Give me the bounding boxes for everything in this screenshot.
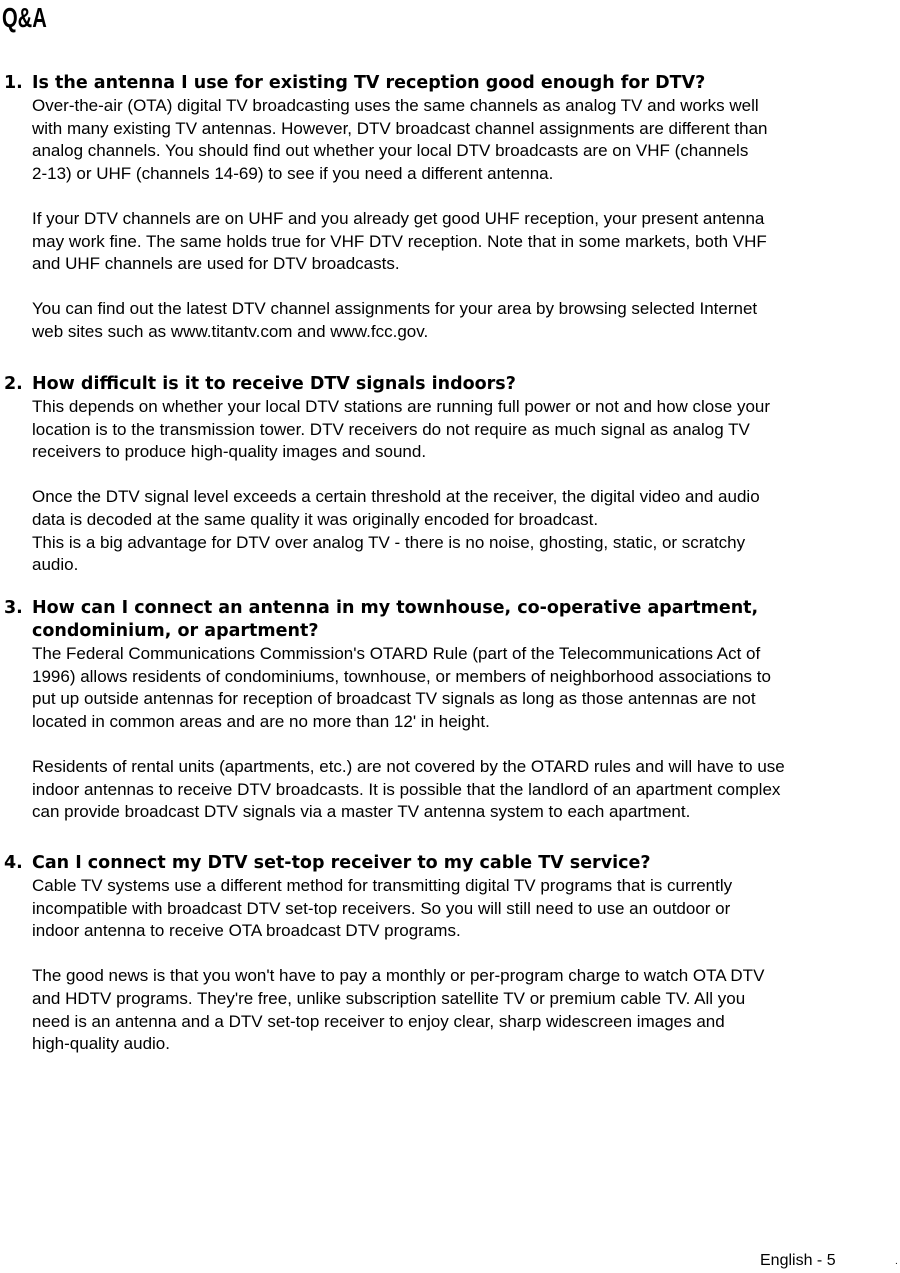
answer-line: web sites such as www.titantv.com and www.fcc.gov. bbox=[32, 321, 429, 341]
answer-paragraph bbox=[0, 875, 900, 943]
answer-paragraph bbox=[0, 756, 900, 824]
answer-line: indoor antennas to receive DTV broadcasts. It is possible that the landlord of an apartment complex bbox=[32, 779, 781, 799]
answer-paragraph bbox=[0, 643, 900, 733]
qa-item bbox=[0, 72, 900, 344]
page-title: Q&A bbox=[2, 2, 47, 33]
question-heading bbox=[0, 72, 900, 95]
answer-line: 1996) allows residents of condominiums, townhouse, or members of neighborhood associations to bbox=[32, 666, 771, 686]
answer-line: can provide broadcast DTV signals via a master TV antenna system to each apartment. bbox=[32, 802, 691, 822]
page-number: English - 5 bbox=[760, 1252, 836, 1269]
answer-line: The Federal Communications Commission's OTARD Rule (part of the Telecommunications Act of bbox=[32, 644, 761, 663]
question-title-line: condominium, or apartment? bbox=[32, 621, 319, 641]
answer-line: Cable TV systems use a different method for transmitting digital TV programs that is currently bbox=[32, 876, 733, 895]
answer-line: need is an antenna and a DTV set-top receiver to enjoy clear, sharp widescreen images and bbox=[32, 1011, 725, 1031]
answer-line: and HDTV programs. They're free, unlike subscription satellite TV or premium cable TV. All you bbox=[32, 988, 746, 1008]
answer-paragraph bbox=[0, 486, 900, 576]
question-heading bbox=[0, 852, 900, 875]
answer-line: The good news is that you won't have to pay a monthly or per-program charge to watch OTA DTV bbox=[32, 966, 765, 986]
question-heading bbox=[0, 597, 900, 643]
qa-item bbox=[0, 373, 900, 577]
answer-line: located in common areas and are no more than 12' in height. bbox=[32, 711, 490, 731]
answer-line: analog channels. You should find out whether your local DTV broadcasts are on VHF (channels bbox=[32, 141, 749, 161]
answer-line: put up outside antennas for reception of broadcast TV signals as long as those antennas are not bbox=[32, 689, 756, 709]
question-title-line: Is the antenna I use for existing TV reception good enough for DTV? bbox=[32, 73, 706, 93]
question-title-line: Can I connect my DTV set-top receiver to my cable TV service? bbox=[32, 853, 651, 873]
answer-line: incompatible with broadcast DTV set-top receivers. So you will still need to use an outdoor or bbox=[32, 898, 731, 918]
answer-line: If your DTV channels are on UHF and you already get good UHF reception, your present antenna bbox=[32, 208, 765, 228]
question-number: 1. bbox=[4, 73, 23, 93]
answer-line: high-quality audio. bbox=[32, 1034, 170, 1054]
answer-paragraph bbox=[0, 396, 900, 464]
answer-paragraph bbox=[0, 95, 900, 185]
answer-paragraph bbox=[0, 298, 900, 343]
question-heading bbox=[0, 373, 900, 396]
answer-paragraph bbox=[0, 965, 900, 1055]
answer-line: audio. bbox=[32, 555, 79, 575]
answer-line: Over-the-air (OTA) digital TV broadcasting uses the same channels as analog TV and works well bbox=[32, 96, 759, 115]
answer-line: This depends on whether your local DTV stations are running full power or not and how close your bbox=[32, 397, 771, 416]
answer-line: data is decoded at the same quality it was originally encoded for broadcast. bbox=[32, 509, 599, 529]
footer-mark: . bbox=[895, 1256, 898, 1267]
question-number: 2. bbox=[4, 374, 23, 394]
question-title-line: How can I connect an antenna in my townhouse, co-operative apartment, bbox=[32, 598, 759, 618]
answer-line: Once the DTV signal level exceeds a certain threshold at the receiver, the digital video and audio bbox=[32, 487, 760, 507]
qa-item bbox=[0, 852, 900, 1056]
answer-line: and UHF channels are used for DTV broadcasts. bbox=[32, 254, 400, 274]
question-title-line: How difficult is it to receive DTV signals indoors? bbox=[32, 374, 516, 394]
answer-paragraph bbox=[0, 208, 900, 276]
answer-line: may work fine. The same holds true for VHF DTV reception. Note that in some markets, both VHF bbox=[32, 231, 767, 251]
qa-item bbox=[0, 597, 900, 824]
answer-line: indoor antenna to receive OTA broadcast DTV programs. bbox=[32, 921, 461, 941]
question-number: 3. bbox=[4, 598, 23, 618]
answer-line: This is a big advantage for DTV over analog TV - there is no noise, ghosting, static, or scratchy bbox=[32, 532, 746, 552]
question-number: 4. bbox=[4, 853, 23, 873]
answer-line: Residents of rental units (apartments, etc.) are not covered by the OTARD rules and will have to use bbox=[32, 756, 785, 776]
answer-line: receivers to produce high-quality images and sound. bbox=[32, 442, 427, 462]
answer-line: 2-13) or UHF (channels 14-69) to see if you need a different antenna. bbox=[32, 163, 554, 183]
answer-line: with many existing TV antennas. However, DTV broadcast channel assignments are different than bbox=[32, 118, 768, 138]
answer-line: You can find out the latest DTV channel assignments for your area by browsing selected Internet bbox=[32, 299, 758, 319]
answer-line: location is to the transmission tower. DTV receivers do not require as much signal as analog TV bbox=[32, 419, 750, 439]
